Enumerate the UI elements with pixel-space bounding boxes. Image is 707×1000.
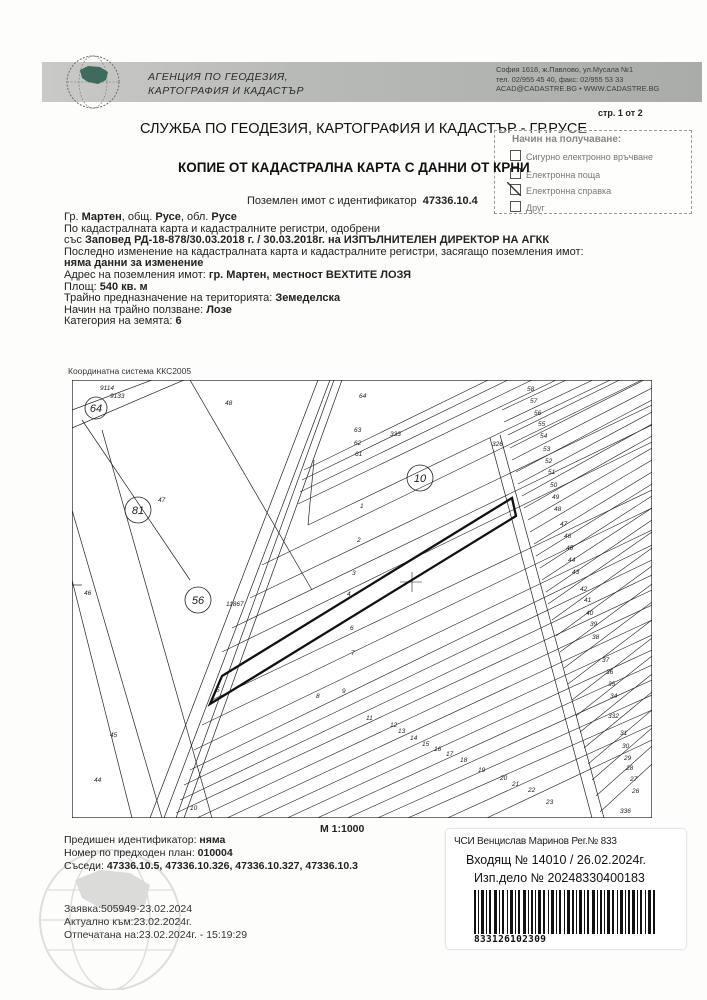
svg-text:326: 326	[492, 441, 503, 448]
coordinate-system-label: Координатна система ККС2005	[68, 366, 192, 376]
svg-text:7: 7	[351, 650, 355, 657]
address-line: Адрес на поземления имот: гр. Мартен, местност ВЕХТИТЕ ЛОЗЯ	[64, 268, 412, 281]
svg-text:16: 16	[434, 746, 442, 753]
svg-text:15: 15	[422, 741, 430, 748]
svg-text:63: 63	[354, 427, 362, 434]
stamp-option-other: Друг	[510, 201, 545, 213]
svg-text:11867: 11867	[226, 601, 244, 608]
stamp-title: Начин на получаване:	[512, 134, 622, 145]
svg-text:46: 46	[84, 590, 92, 597]
last-change-value: няма данни за изменение	[64, 257, 204, 270]
svg-text:44: 44	[568, 557, 576, 564]
circle-label-64: 64	[89, 403, 103, 415]
svg-text:18: 18	[460, 757, 468, 764]
svg-text:47: 47	[560, 521, 568, 528]
svg-text:28: 28	[626, 765, 634, 772]
neighbours-line: Съседи: 47336.10.5, 47336.10.326, 47336.10.327, 47336.10.3	[64, 860, 358, 872]
approved-line: По кадастралната карта и кадастралните регистри, одобрени	[64, 222, 381, 235]
svg-text:56: 56	[534, 410, 542, 417]
agency-contacts: София 1618, ж.Павлово, ул.Мусала №1 тел. 02/955 45 40, факс: 02/955 53 33 ACAD@CADASTRE.BG • WWW.CADASTRE.BG	[496, 65, 660, 93]
svg-text:21: 21	[512, 781, 520, 788]
stamp-option-secure: Сигурно електронно връчване	[510, 150, 653, 162]
svg-text:34: 34	[610, 693, 618, 700]
incoming-number: Входящ № 14010 / 26.02.2024г.	[466, 853, 646, 867]
purpose-line: Трайно предназначение на територията: Земеделска	[64, 292, 341, 305]
office-title: СЛУЖБА ПО ГЕОДЕЗИЯ, КАРТОГРАФИЯ И КАДАСТЪР - ГР.РУСЕ	[139, 121, 588, 137]
circle-label-10: 10	[413, 473, 427, 485]
svg-text:40: 40	[586, 610, 594, 617]
svg-text:38: 38	[592, 634, 600, 641]
property-identifier: Поземлен имот с идентификатор 47336.10.4	[247, 195, 478, 207]
property-info	[64, 212, 584, 328]
svg-text:26: 26	[632, 788, 640, 795]
barcode-icon	[474, 890, 656, 934]
identifier-value: 47336.10.4	[422, 195, 478, 207]
agency-name: АГЕНЦИЯ ПО ГЕОДЕЗИЯ, КАРТОГРАФИЯ И КАДАСТЪР	[148, 71, 304, 97]
svg-text:49: 49	[552, 494, 560, 501]
svg-text:20: 20	[500, 775, 508, 782]
svg-text:44: 44	[94, 777, 102, 784]
svg-text:332: 332	[608, 713, 619, 720]
svg-text:333: 333	[390, 431, 401, 438]
map-scale: M 1:1000	[320, 823, 365, 835]
svg-text:30: 30	[622, 743, 630, 750]
svg-text:57: 57	[530, 398, 538, 405]
request-number: Заявка:505949-23.02.2024	[64, 903, 193, 915]
checked-checkbox-icon	[510, 184, 521, 195]
checkbox-icon	[510, 201, 521, 212]
svg-text:55: 55	[538, 421, 546, 428]
category-line: Категория на земята: 6	[64, 315, 182, 328]
svg-text:58: 58	[527, 386, 535, 393]
svg-text:36: 36	[606, 669, 614, 676]
parcel-footer-info	[64, 834, 358, 873]
svg-text:46: 46	[564, 533, 572, 540]
svg-text:5: 5	[216, 687, 220, 694]
circle-label-81: 81	[131, 505, 145, 517]
svg-text:61: 61	[355, 451, 363, 458]
svg-text:9133: 9133	[110, 393, 125, 400]
circle-label-56: 56	[191, 595, 205, 607]
svg-text:41: 41	[584, 597, 592, 604]
svg-text:11: 11	[366, 715, 373, 722]
svg-text:8: 8	[316, 693, 320, 700]
svg-text:22: 22	[528, 787, 536, 794]
prev-plan-line: Номер по предходен план: 010004	[64, 847, 233, 859]
svg-text:42: 42	[580, 586, 588, 593]
cadastral-map	[72, 380, 652, 818]
svg-text:4: 4	[347, 591, 351, 598]
printed-date: Отпечатана на:23.02.2024г. - 15:19:29	[64, 929, 248, 941]
svg-text:43: 43	[572, 569, 580, 576]
svg-text:2: 2	[357, 537, 361, 544]
svg-text:29: 29	[624, 755, 632, 762]
prev-id-line: Предишен идентификатор: няма	[64, 834, 226, 846]
svg-text:51: 51	[548, 469, 556, 476]
svg-text:53: 53	[543, 446, 551, 453]
svg-text:3: 3	[352, 570, 356, 577]
svg-text:23: 23	[546, 799, 554, 806]
stamp-option-eref: Електронна справка	[510, 184, 611, 196]
svg-text:6: 6	[350, 625, 354, 632]
document-title: КОПИЕ ОТ КАДАСТРАЛНА КАРТА С ДАННИ ОТ КРНИ	[178, 160, 530, 175]
svg-text:37: 37	[602, 657, 610, 664]
bailiff-name: ЧСИ Венцислав Маринов Рег.№ 833	[454, 836, 617, 847]
agency-globe-logo-icon	[58, 50, 128, 110]
actual-date: Актуално към:23.02.2024г.	[64, 916, 192, 928]
svg-text:336: 336	[620, 808, 631, 815]
location-line: Гр. Мартен, общ. Русе, обл. Русе	[64, 211, 237, 223]
svg-text:45: 45	[566, 545, 574, 552]
svg-text:27: 27	[630, 776, 638, 783]
svg-text:50: 50	[550, 482, 558, 489]
usage-line: Начин на трайно ползване: Лозе	[64, 303, 232, 316]
barcode-number: 833126102309	[474, 934, 547, 945]
svg-text:62: 62	[354, 440, 362, 447]
stamp-option-email: Електронна поща	[510, 168, 600, 180]
last-change-label: Последно изменение на кадастралната карта и кадастралните регистри, засягащо поземления имот:	[64, 245, 584, 258]
svg-text:31: 31	[620, 730, 628, 737]
svg-text:54: 54	[540, 433, 548, 440]
svg-text:64: 64	[359, 393, 367, 400]
request-info	[64, 903, 247, 942]
svg-text:10: 10	[190, 805, 198, 812]
svg-text:12: 12	[390, 722, 398, 729]
svg-text:9: 9	[342, 688, 346, 695]
svg-text:19: 19	[478, 767, 486, 774]
svg-text:14: 14	[410, 735, 418, 742]
order-line: със Заповед РД-18-878/30.03.2018 г. / 30.03.2018г. на ИЗПЪЛНИТЕЛЕН ДИРЕКТОР НА АГКК	[64, 234, 550, 247]
svg-text:39: 39	[590, 621, 598, 628]
svg-text:13: 13	[398, 728, 406, 735]
svg-text:47: 47	[158, 497, 166, 504]
svg-text:48: 48	[554, 506, 562, 513]
svg-text:52: 52	[545, 458, 553, 465]
svg-text:17: 17	[446, 751, 454, 758]
page-number: стр. 1 от 2	[598, 108, 643, 118]
svg-text:9114: 9114	[100, 385, 114, 392]
area-line: Площ: 540 кв. м	[64, 280, 148, 293]
svg-text:35: 35	[608, 681, 616, 688]
svg-text:45: 45	[110, 732, 118, 739]
case-number: Изп.дело № 20248330400183	[474, 871, 645, 885]
svg-text:48: 48	[225, 400, 233, 407]
svg-text:1: 1	[360, 503, 364, 510]
